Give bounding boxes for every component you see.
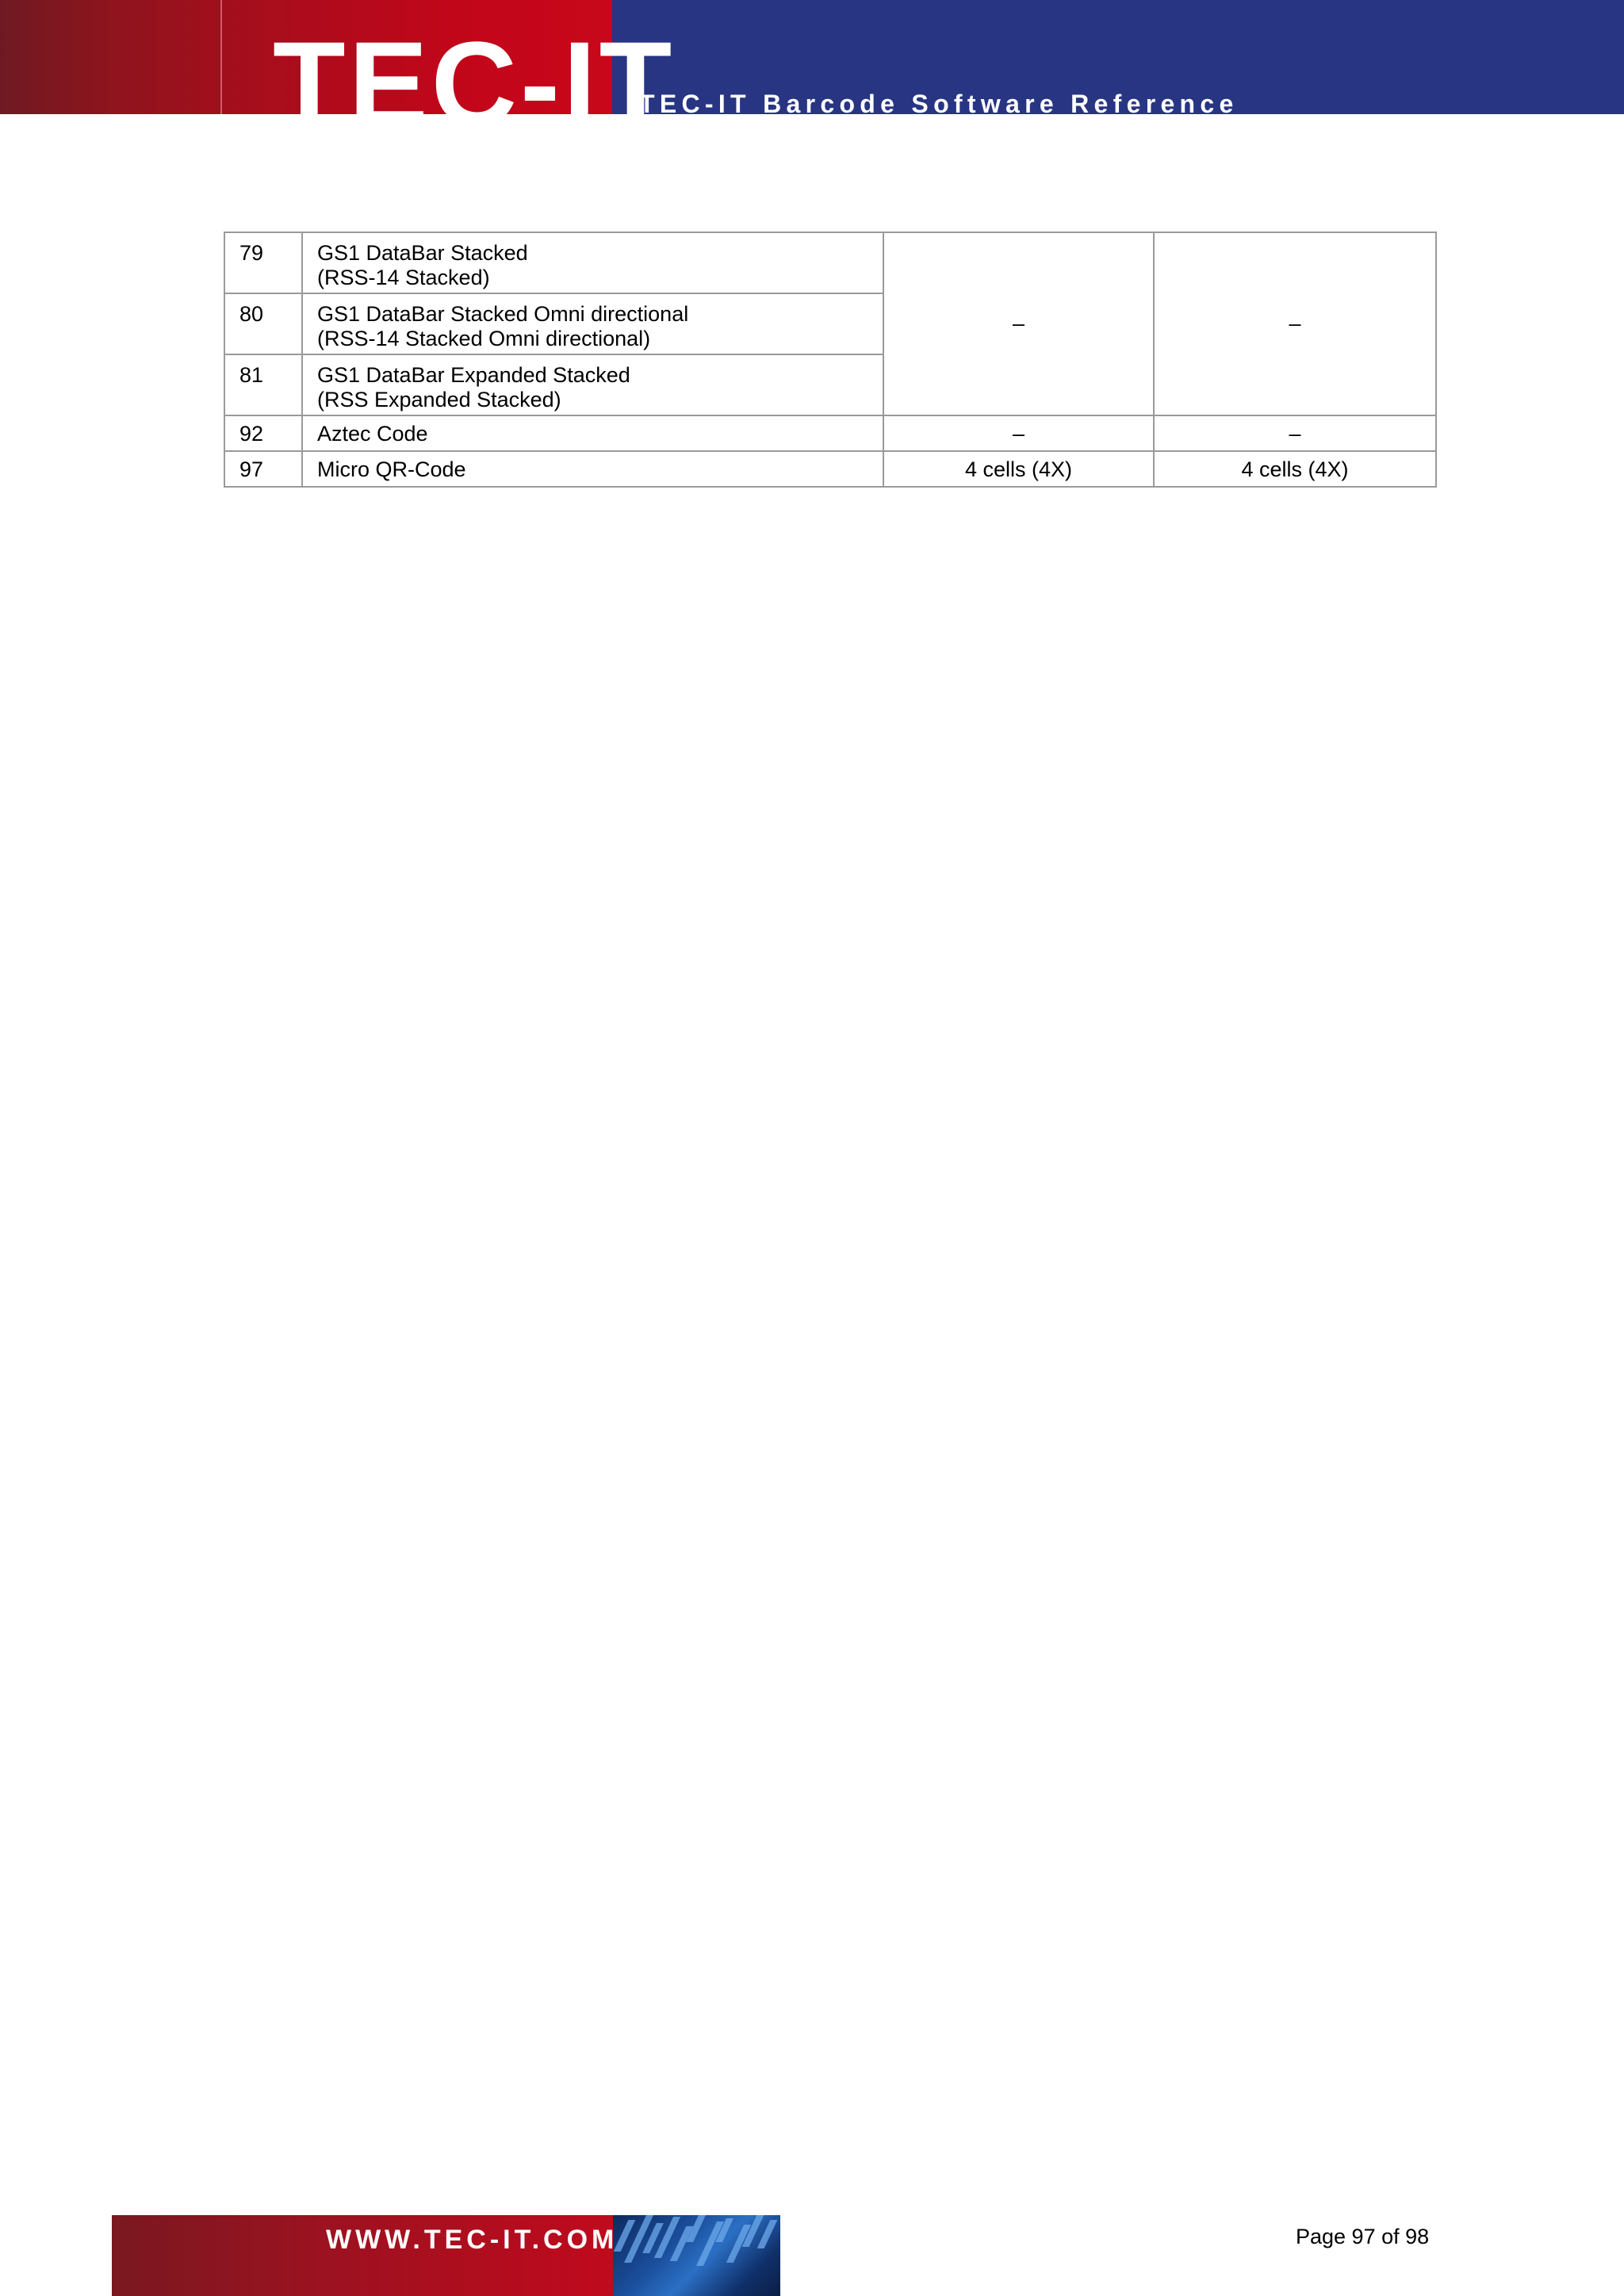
barcode-quiet-zone-table (224, 232, 1437, 488)
merged-value-cell-col4: – (1154, 232, 1436, 415)
barcode-name-line: Micro QR-Code (317, 457, 466, 481)
header-title: TEC-IT Barcode Software Reference (639, 90, 1239, 118)
barcode-number-cell: 92 (224, 415, 302, 451)
header-divider (220, 0, 222, 114)
page-header (0, 0, 1624, 150)
header-brand-panel (0, 0, 676, 150)
barcode-number-cell: 80 (224, 293, 302, 354)
footer-barcode-graphic (613, 2215, 780, 2296)
table-row (224, 415, 1436, 451)
barcode-name-line: GS1 DataBar Stacked (317, 241, 528, 265)
barcode-name-cell (302, 293, 883, 354)
barcode-name-line: Aztec Code (317, 422, 428, 446)
table-row (224, 232, 1436, 293)
barcode-name-line: GS1 DataBar Expanded Stacked (317, 363, 630, 387)
table-row (224, 451, 1436, 487)
barcode-name-line: (RSS Expanded Stacked) (317, 388, 561, 411)
value-cell-col3: 4 cells (4X) (883, 451, 1154, 487)
barcode-name-line: GS1 DataBar Stacked Omni directional (317, 302, 689, 326)
footer-website-url: WWW.TEC-IT.COM (326, 2225, 619, 2255)
barcode-name-cell (302, 451, 883, 487)
value-cell-col4: – (1154, 415, 1436, 451)
barcode-name-line: (RSS-14 Stacked Omni directional) (317, 327, 651, 350)
barcode-name-cell (302, 354, 883, 415)
barcode-name-cell (302, 415, 883, 451)
footer-banner (112, 2215, 780, 2296)
value-cell-col4: 4 cells (4X) (1154, 451, 1436, 487)
barcode-name-cell (302, 232, 883, 293)
value-cell-col3: – (883, 415, 1154, 451)
barcode-number-cell: 79 (224, 232, 302, 293)
merged-value-cell-col3: – (883, 232, 1154, 415)
page-number: Page 97 of 98 (1296, 2225, 1430, 2248)
barcode-number-cell: 97 (224, 451, 302, 487)
barcode-name-line: (RSS-14 Stacked) (317, 266, 490, 289)
tec-it-logo: TEC-IT (273, 17, 676, 150)
barcode-number-cell: 81 (224, 354, 302, 415)
